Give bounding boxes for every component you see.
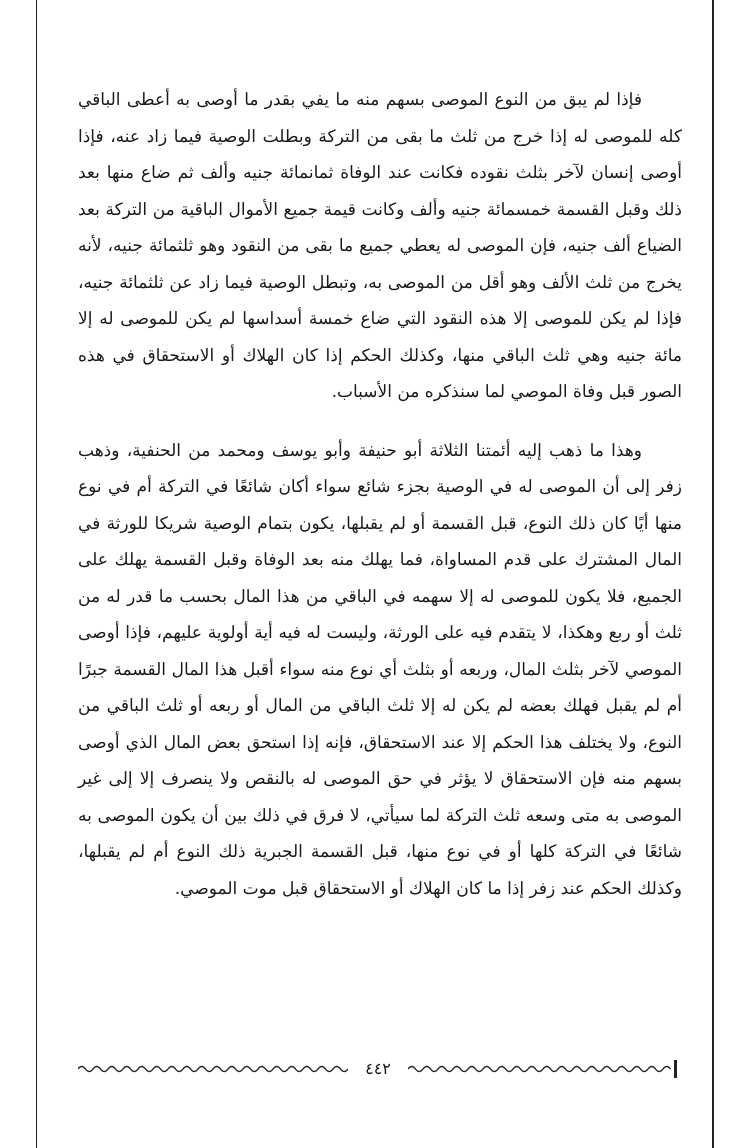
page-border-left xyxy=(36,0,37,1148)
footer-ornament-left xyxy=(78,1062,348,1076)
page-body xyxy=(78,82,682,907)
paragraph-2: وهذا ما ذهب إليه أئمتنا الثلاثة أبو حنيفة وأبو يوسف ومحمد من الحنفية، وذهب زفر إلى أن الموصى له في الوصية بجزء شائع سواء أكان شائعًا في التركة أم في نوع منها أيًا كان ذلك النوع، قبل القسمة أو لم يقبلها، يكون بتمام الوصية شريكا للورثة في المال المشترك على قدم المساواة، فما يهلك منه بعد الوفاة وقبل القسمة يهلك على الجميع، فلا يكون للموصى له إلا سهمه في الباقي من هذا المال بحسب ما قدر له من ثلث أو ربع وهكذا، لا يتقدم فيه على الورثة، وليست له فيه أية أولوية عليهم، فإذا أوصى الموصي لآخر بثلث المال، وربعه أو بثلث أي نوع منه سواء أقبل هذا المال القسمة جبرًا أم لم يقبل فهلك بعضه لم يكن له إلا ثلث الباقي من المال أو ربعه أو ثلث الباقي من النوع، ولا يختلف هذا الحكم إلا عند الاستحقاق، فإنه إذا استحق بعض المال الذي أوصى بسهم منه فإن الاستحقاق لا يؤثر في حق الموصى له بالنقص ولا ينصرف إلا إلى غير الموصى به متى وسعه ثلث التركة لما سيأتي، لا فرق في ذلك بين أن يكون الموصى به شائعًا في التركة كلها أو في نوع منها، قبل القسمة الجبرية ذلك النوع أم لم يقبلها، وكذلك الحكم عند زفر إذا ما كان الهلاك أو الاستحقاق قبل موت الموصي. xyxy=(78,440,682,899)
paragraph-1: فإذا لم يبق من النوع الموصى بسهم منه ما يفي بقدر ما أوصى به أعطى الباقي كله للموصى له إذا خرج من ثلث ما بقى من التركة وبطلت الوصية فيما زاد عنه، فإذا أوصى إنسان لآخر بثلث نقوده فكانت عند الوفاة ثمانمائة جنيه وألف ثم ضاع منها بعد ذلك وقبل القسمة خمسمائة جنيه وألف وكانت قيمة جميع الأموال الباقية من التركة بعد الضياع ألف جنيه، فإن الموصى له يعطي جميع ما بقى من النقود وهو ثلثمائة جنيه، لأنه يخرج من ثلث الألف وهو أقل من الموصى به، وتبطل الوصية فيما زاد عن ثلثمائة جنيه، فإذا لم يكن للموصى إلا هذه النقود التي ضاع خمسة أسداسها لم يكن للموصى له إلا مائة جنيه وهي ثلث الباقي منها، وكذلك الحكم إذا كان الهلاك أو الاستحقاق في هذه الصور قبل وفاة الموصي لما سنذكره من الأسباب. xyxy=(78,90,682,402)
footer-end-bar xyxy=(674,1060,677,1078)
page-number: ٤٤٢ xyxy=(365,1059,391,1078)
page-border-right xyxy=(712,0,714,1148)
footer-ornament-right xyxy=(408,1062,672,1076)
page-footer xyxy=(78,1058,682,1080)
